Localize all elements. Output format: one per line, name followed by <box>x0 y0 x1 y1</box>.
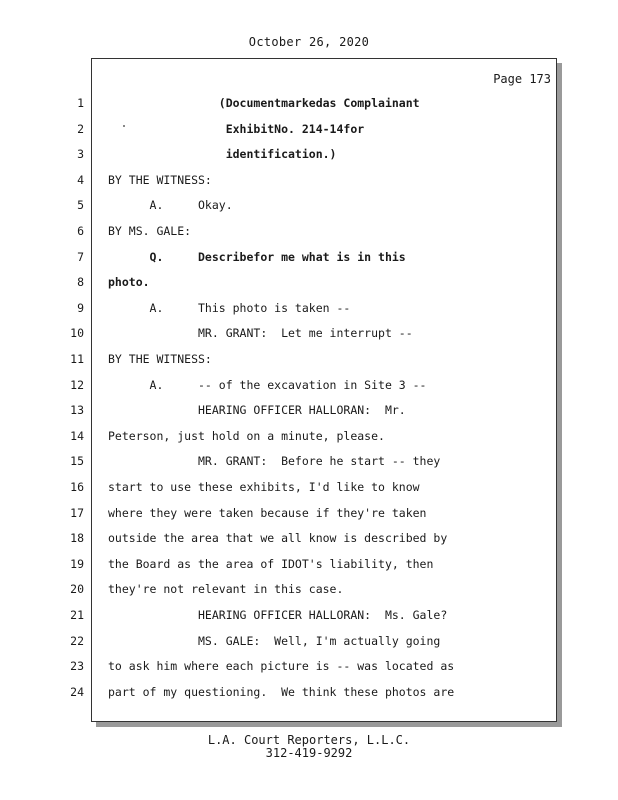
line-text: HEARING OFFICER HALLORAN: Ms. Gale? <box>108 608 448 622</box>
line-number: 15 <box>70 454 84 469</box>
line-number: 1 <box>77 96 84 110</box>
line-text: BY MS. GALE: <box>108 224 192 238</box>
transcript-line <box>0 249 618 265</box>
transcript-line <box>0 95 618 111</box>
transcript-line <box>0 658 618 674</box>
transcript-line <box>0 146 618 162</box>
line-number: 17 <box>70 505 84 520</box>
line-text: Q. Describefor me what is in this <box>108 249 406 264</box>
line-number: 14 <box>70 428 84 443</box>
line-number: 21 <box>70 608 84 622</box>
line-text: to ask him where each picture is -- was located as <box>108 659 455 674</box>
line-number: 2 <box>77 121 84 136</box>
line-number: 8 <box>77 275 84 290</box>
transcript-line <box>0 479 618 495</box>
line-text: where they were taken because if they're taken <box>108 505 427 520</box>
line-number: 24 <box>70 684 84 699</box>
line-number: 19 <box>70 556 84 571</box>
footer-phone: 312-419-9292 <box>265 746 353 760</box>
line-text: part of my questioning. We think these photos are <box>108 684 455 699</box>
line-text: BY THE WITNESS: <box>108 352 212 366</box>
transcript-line <box>0 377 618 393</box>
line-text: the Board as the area of IDOT's liability, then <box>108 556 434 571</box>
line-number: 12 <box>70 377 84 392</box>
line-number: 11 <box>70 352 84 366</box>
line-number: 23 <box>70 659 84 674</box>
transcript-line <box>0 633 618 649</box>
line-number: 22 <box>70 633 84 648</box>
line-text: identification.) <box>108 147 337 162</box>
line-number: 4 <box>77 172 84 187</box>
page-number: Page 173 <box>493 72 551 86</box>
line-number: 7 <box>77 249 84 264</box>
line-text: BY THE WITNESS: <box>108 172 212 187</box>
transcript-line <box>0 172 618 188</box>
line-text: A. -- of the excavation in Site 3 -- <box>108 377 427 392</box>
transcript-line <box>0 505 618 521</box>
line-number: 10 <box>70 326 84 341</box>
line-text: photo. <box>108 275 150 290</box>
line-number: 6 <box>77 224 84 238</box>
transcript-line <box>0 223 618 239</box>
line-text: MS. GALE: Well, I'm actually going <box>108 633 441 648</box>
line-number: 9 <box>77 300 84 315</box>
line-text: MR. GRANT: Let me interrupt -- <box>108 326 413 341</box>
line-number: 3 <box>77 147 84 162</box>
line-text: A. This photo is taken -- <box>108 300 351 315</box>
transcript-line <box>0 121 618 137</box>
transcript-line <box>0 530 618 546</box>
line-number: 5 <box>77 198 84 213</box>
line-text: Peterson, just hold on a minute, please. <box>108 428 385 443</box>
transcript-line <box>0 197 618 213</box>
transcript-line <box>0 300 618 316</box>
transcript-line <box>0 325 618 341</box>
line-text: ExhibitNo. 214-14for <box>108 121 365 136</box>
line-number: 16 <box>70 480 84 494</box>
footer-company: L.A. Court Reporters, L.L.C. <box>207 733 411 747</box>
line-text: outside the area that we all know is described by <box>108 531 448 546</box>
line-number: 20 <box>70 582 84 597</box>
transcript-line <box>0 684 618 700</box>
line-text: they're not relevant in this case. <box>108 582 344 597</box>
line-text: HEARING OFFICER HALLORAN: Mr. <box>108 403 406 418</box>
line-text: start to use these exhibits, I'd like to know <box>108 480 420 494</box>
transcript-line <box>0 581 618 597</box>
transcript-line <box>0 351 618 367</box>
line-number: 18 <box>70 531 84 546</box>
transcript-date: October 26, 2020 <box>248 35 370 49</box>
line-text: A. Okay. <box>108 198 233 213</box>
transcript-line <box>0 402 618 418</box>
transcript-line <box>0 607 618 623</box>
transcript-line <box>0 556 618 572</box>
transcript-line <box>0 453 618 469</box>
line-text: MR. GRANT: Before he start -- they <box>108 454 441 469</box>
line-text: (Documentmarkedas Complainant <box>108 96 420 110</box>
transcript-line <box>0 274 618 290</box>
transcript-line <box>0 428 618 444</box>
line-number: 13 <box>70 403 84 418</box>
